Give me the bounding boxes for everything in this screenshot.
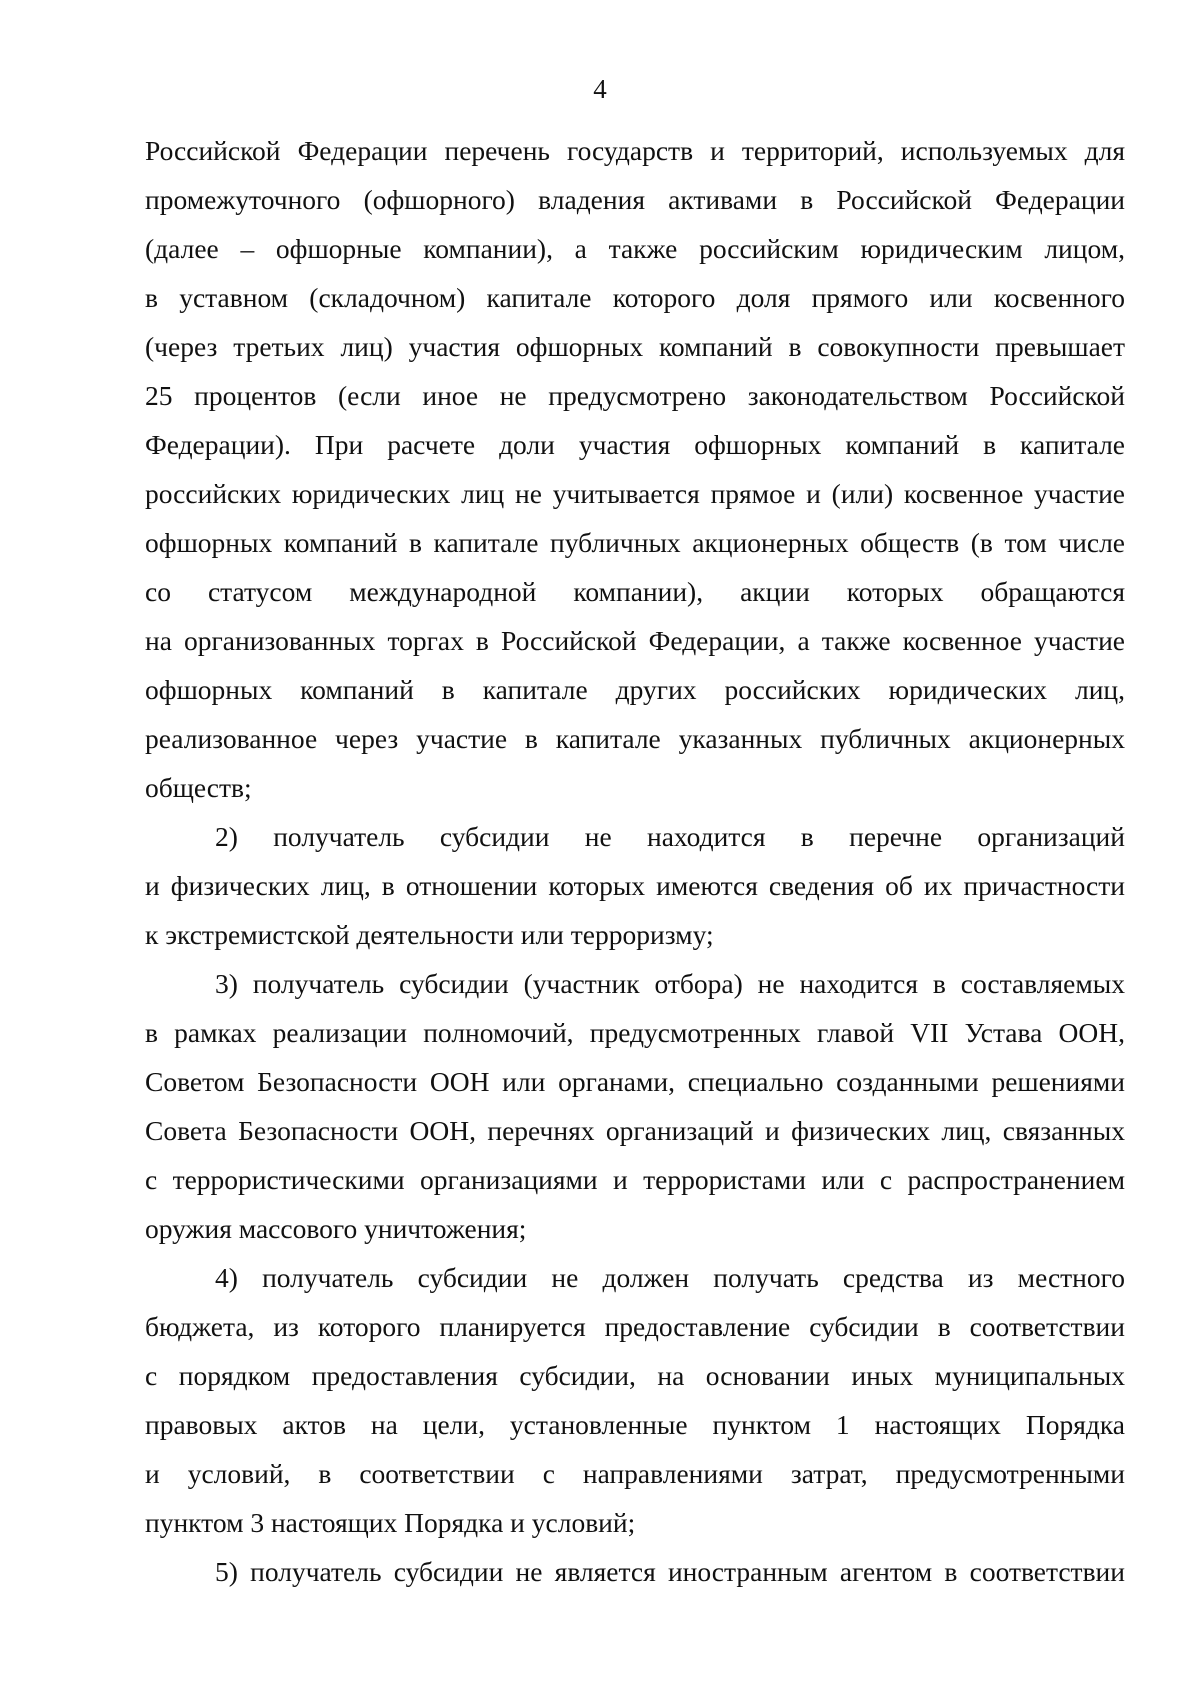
text-line: в уставном (складочном) капитале которого доля прямого или косвенного [145,282,1125,313]
text-line: 25 процентов (если иное не предусмотрено законодательством Российской [145,380,1125,411]
text-line: офшорных компаний в капитале публичных акционерных обществ (в том числе [145,527,1125,558]
text-line: (далее – офшорные компании), а также российским юридическим лицом, [145,233,1125,264]
text-line: к экстремистской деятельности или терроризму; [145,919,714,950]
text-line: правовых актов на цели, установленные пунктом 1 настоящих Порядка [145,1409,1125,1440]
text-line: Совета Безопасности ООН, перечнях организаций и физических лиц, связанных [145,1115,1125,1146]
text-line: 3) получатель субсидии (участник отбора) не находится в составляемых [215,968,1125,999]
text-line: и физических лиц, в отношении которых имеются сведения об их причастности [145,870,1125,901]
document-body [145,126,1125,1596]
text-line: 4) получатель субсидии не должен получать средства из местного [215,1262,1125,1293]
text-line: на организованных торгах в Российской Федерации, а также косвенное участие [145,625,1125,656]
text-line: в рамках реализации полномочий, предусмотренных главой VII Устава ООН, [145,1017,1125,1048]
text-line: пунктом 3 настоящих Порядка и условий; [145,1507,636,1538]
text-line: российских юридических лиц не учитывается прямое и (или) косвенное участие [145,478,1125,509]
text-line: с террористическими организациями и террористами или с распространением [145,1164,1125,1195]
text-line: оружия массового уничтожения; [145,1213,527,1244]
text-line: промежуточного (офшорного) владения активами в Российской Федерации [145,184,1125,215]
text-line: 2) получатель субсидии не находится в перечне организаций [215,821,1125,852]
text-line: обществ; [145,772,252,803]
text-line: бюджета, из которого планируется предоставление субсидии в соответствии [145,1311,1125,1342]
text-line: Советом Безопасности ООН или органами, специально созданными решениями [145,1066,1125,1097]
text-line: (через третьих лиц) участия офшорных компаний в совокупности превышает [145,331,1125,362]
text-line: со статусом международной компании), акции которых обращаются [145,576,1125,607]
text-line: 5) получатель субсидии не является иностранным агентом в соответствии [215,1556,1125,1587]
page-number: 4 [593,74,607,104]
text-line: офшорных компаний в капитале других российских юридических лиц, [145,674,1125,705]
text-line: реализованное через участие в капитале указанных публичных акционерных [145,723,1125,754]
text-line: Федерации). При расчете доли участия офшорных компаний в капитале [145,429,1125,460]
text-line: с порядком предоставления субсидии, на основании иных муниципальных [145,1360,1125,1391]
text-line: и условий, в соответствии с направлениями затрат, предусмотренными [145,1458,1125,1489]
text-line: Российской Федерации перечень государств и территорий, используемых для [145,135,1125,166]
